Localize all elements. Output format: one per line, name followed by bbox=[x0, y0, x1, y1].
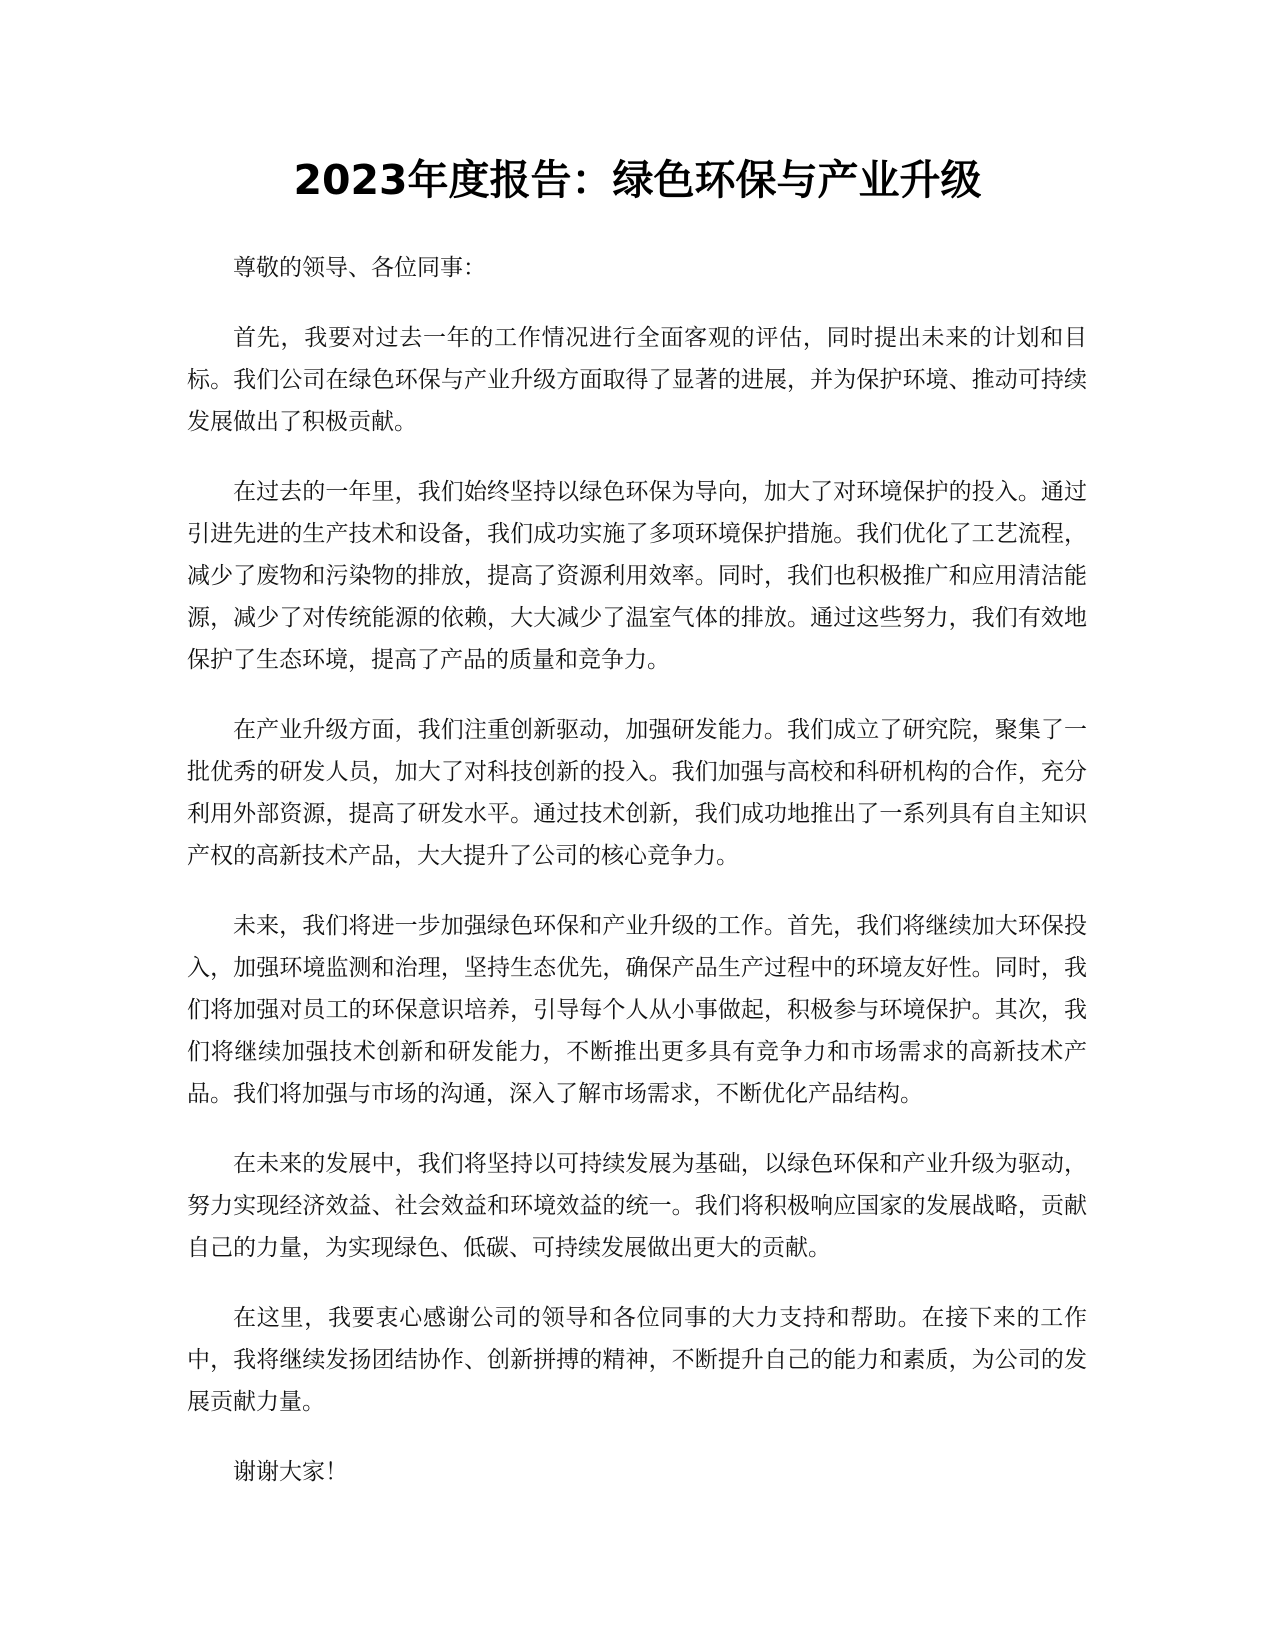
body-paragraph: 在产业升级方面，我们注重创新驱动，加强研发能力。我们成立了研究院，聚集了一批优秀的研发人员，加大了对科技创新的投入。我们加强与高校和科研机构的合作，充分利用外部资源，提高了研发水平。通过技术创新，我们成功地推出了一系列具有自主知识产权的高新技术产品，大大提升了公司的核心竞争力。 bbox=[187, 717, 1087, 869]
body-paragraph: 未来，我们将进一步加强绿色环保和产业升级的工作。首先，我们将继续加大环保投入，加强环境监测和治理，坚持生态优先，确保产品生产过程中的环境友好性。同时，我们将加强对员工的环保意识培养，引导每个人从小事做起，积极参与环境保护。其次，我们将继续加强技术创新和研发能力，不断推出更多具有竞争力和市场需求的高新技术产品。我们将加强与市场的沟通，深入了解市场需求，不断优化产品结构。 bbox=[187, 913, 1087, 1107]
salutation: 尊敬的领导、各位同事： bbox=[233, 255, 486, 281]
body-paragraph: 在过去的一年里，我们始终坚持以绿色环保为导向，加大了对环境保护的投入。通过引进先进的生产技术和设备，我们成功实施了多项环境保护措施。我们优化了工艺流程，减少了废物和污染物的排放，提高了资源利用效率。同时，我们也积极推广和应用清洁能源，减少了对传统能源的依赖，大大减少了温室气体的排放。通过这些努力，我们有效地保护了生态环境，提高了产品的质量和竞争力。 bbox=[187, 479, 1087, 673]
document-title: 2023年度报告：绿色环保与产业升级 bbox=[293, 156, 982, 204]
body-paragraph: 在这里，我要衷心感谢公司的领导和各位同事的大力支持和帮助。在接下来的工作中，我将继续发扬团结协作、创新拼搏的精神，不断提升自己的能力和素质，为公司的发展贡献力量。 bbox=[187, 1305, 1087, 1415]
document-body bbox=[187, 247, 1087, 1521]
closing-line: 谢谢大家！ bbox=[233, 1459, 348, 1485]
body-paragraph: 在未来的发展中，我们将坚持以可持续发展为基础，以绿色环保和产业升级为驱动，努力实现经济效益、社会效益和环境效益的统一。我们将积极响应国家的发展战略，贡献自己的力量，为实现绿色、低碳、可持续发展做出更大的贡献。 bbox=[187, 1151, 1087, 1261]
body-paragraph: 首先，我要对过去一年的工作情况进行全面客观的评估，同时提出未来的计划和目标。我们公司在绿色环保与产业升级方面取得了显著的进展，并为保护环境、推动可持续发展做出了积极贡献。 bbox=[187, 325, 1087, 435]
